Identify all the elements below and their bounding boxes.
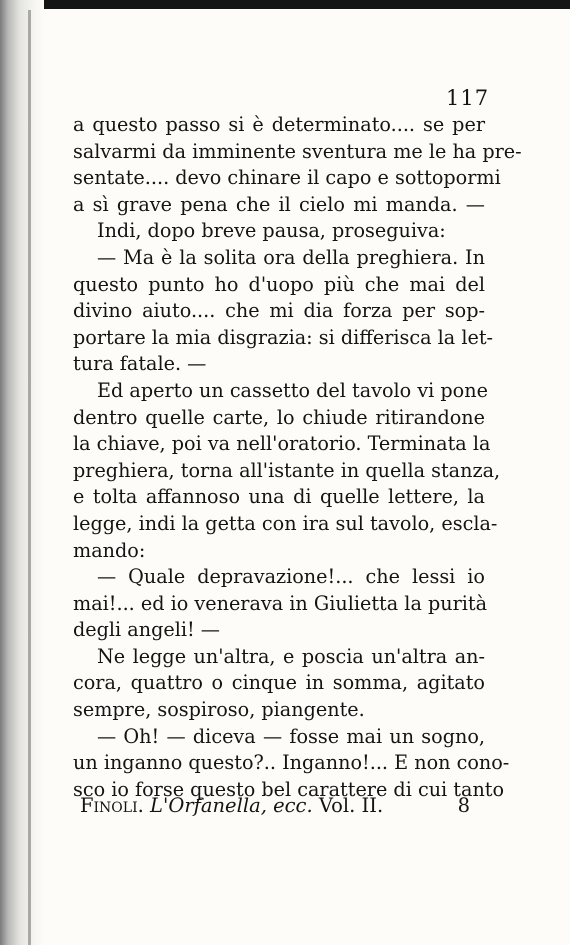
body-text	[73, 112, 522, 803]
text-line: — Quale depravazione!... che lessi io	[97, 565, 485, 589]
sheet-number: 8	[457, 794, 470, 817]
text-line: dentro quelle carte, lo chiude ritirandone	[73, 405, 485, 429]
text-line: salvarmi da imminente sventura me le ha pre-	[73, 139, 522, 163]
text-line: portare la mia disgrazia: si differisca la let-	[73, 325, 494, 349]
page-number: 117	[446, 86, 490, 110]
text-line: un inganno questo?.. Inganno!... E non cono-	[73, 751, 510, 775]
text-line: Ed aperto un cassetto del tavolo vi pone	[97, 378, 488, 402]
text-line: Ne legge un'altra, e poscia un'altra an-	[97, 644, 485, 668]
footer-author: Finoli.	[80, 794, 144, 817]
text-line: divino aiuto.... che mi dia forza per sop-	[73, 299, 485, 323]
text-line: legge, indi la getta con ira sul tavolo, escla-	[73, 511, 498, 535]
text-line: Indi, dopo breve pausa, proseguiva:	[97, 219, 446, 243]
text-line: la chiave, poi va nell'oratorio. Terminata la	[73, 432, 491, 456]
text-line: degli angeli! —	[73, 618, 220, 642]
top-edge-border	[0, 0, 570, 9]
footer-volume: Vol. II.	[318, 794, 384, 817]
binding-shadow	[0, 0, 44, 945]
text-line: sempre, sospiroso, piangente.	[73, 698, 365, 722]
text-line: a questo passo si è determinato.... se per	[73, 113, 485, 136]
text-line: sco io forse questo bel carattere di cui tanto	[73, 777, 505, 801]
text-line: mando:	[73, 538, 146, 562]
text-line: tura fatale. —	[73, 352, 207, 376]
text-line: a sì grave pena che il cielo mi manda. —	[73, 192, 485, 216]
text-line: — Oh! — diceva — fosse mai un sogno,	[97, 724, 485, 748]
text-line: sentate.... devo chinare il capo e sottopormi	[73, 166, 501, 190]
text-line: questo punto ho d'uopo più che mai del	[73, 272, 485, 296]
footer-title: L'Orfanella, ecc.	[150, 794, 313, 817]
text-line: cora, quattro o cinque in somma, agitato	[73, 671, 485, 695]
binding-edge	[28, 10, 31, 945]
text-line: mai!... ed io venerava in Giulietta la purità	[73, 591, 488, 615]
text-line: e tolta affannoso una di quelle lettere, la	[73, 485, 485, 509]
text-line: preghiera, torna all'istante in quella stanza,	[73, 458, 501, 482]
text-line: — Ma è la solita ora della preghiera. In	[97, 245, 485, 269]
signature-line	[80, 792, 383, 820]
page-footer	[80, 792, 470, 820]
